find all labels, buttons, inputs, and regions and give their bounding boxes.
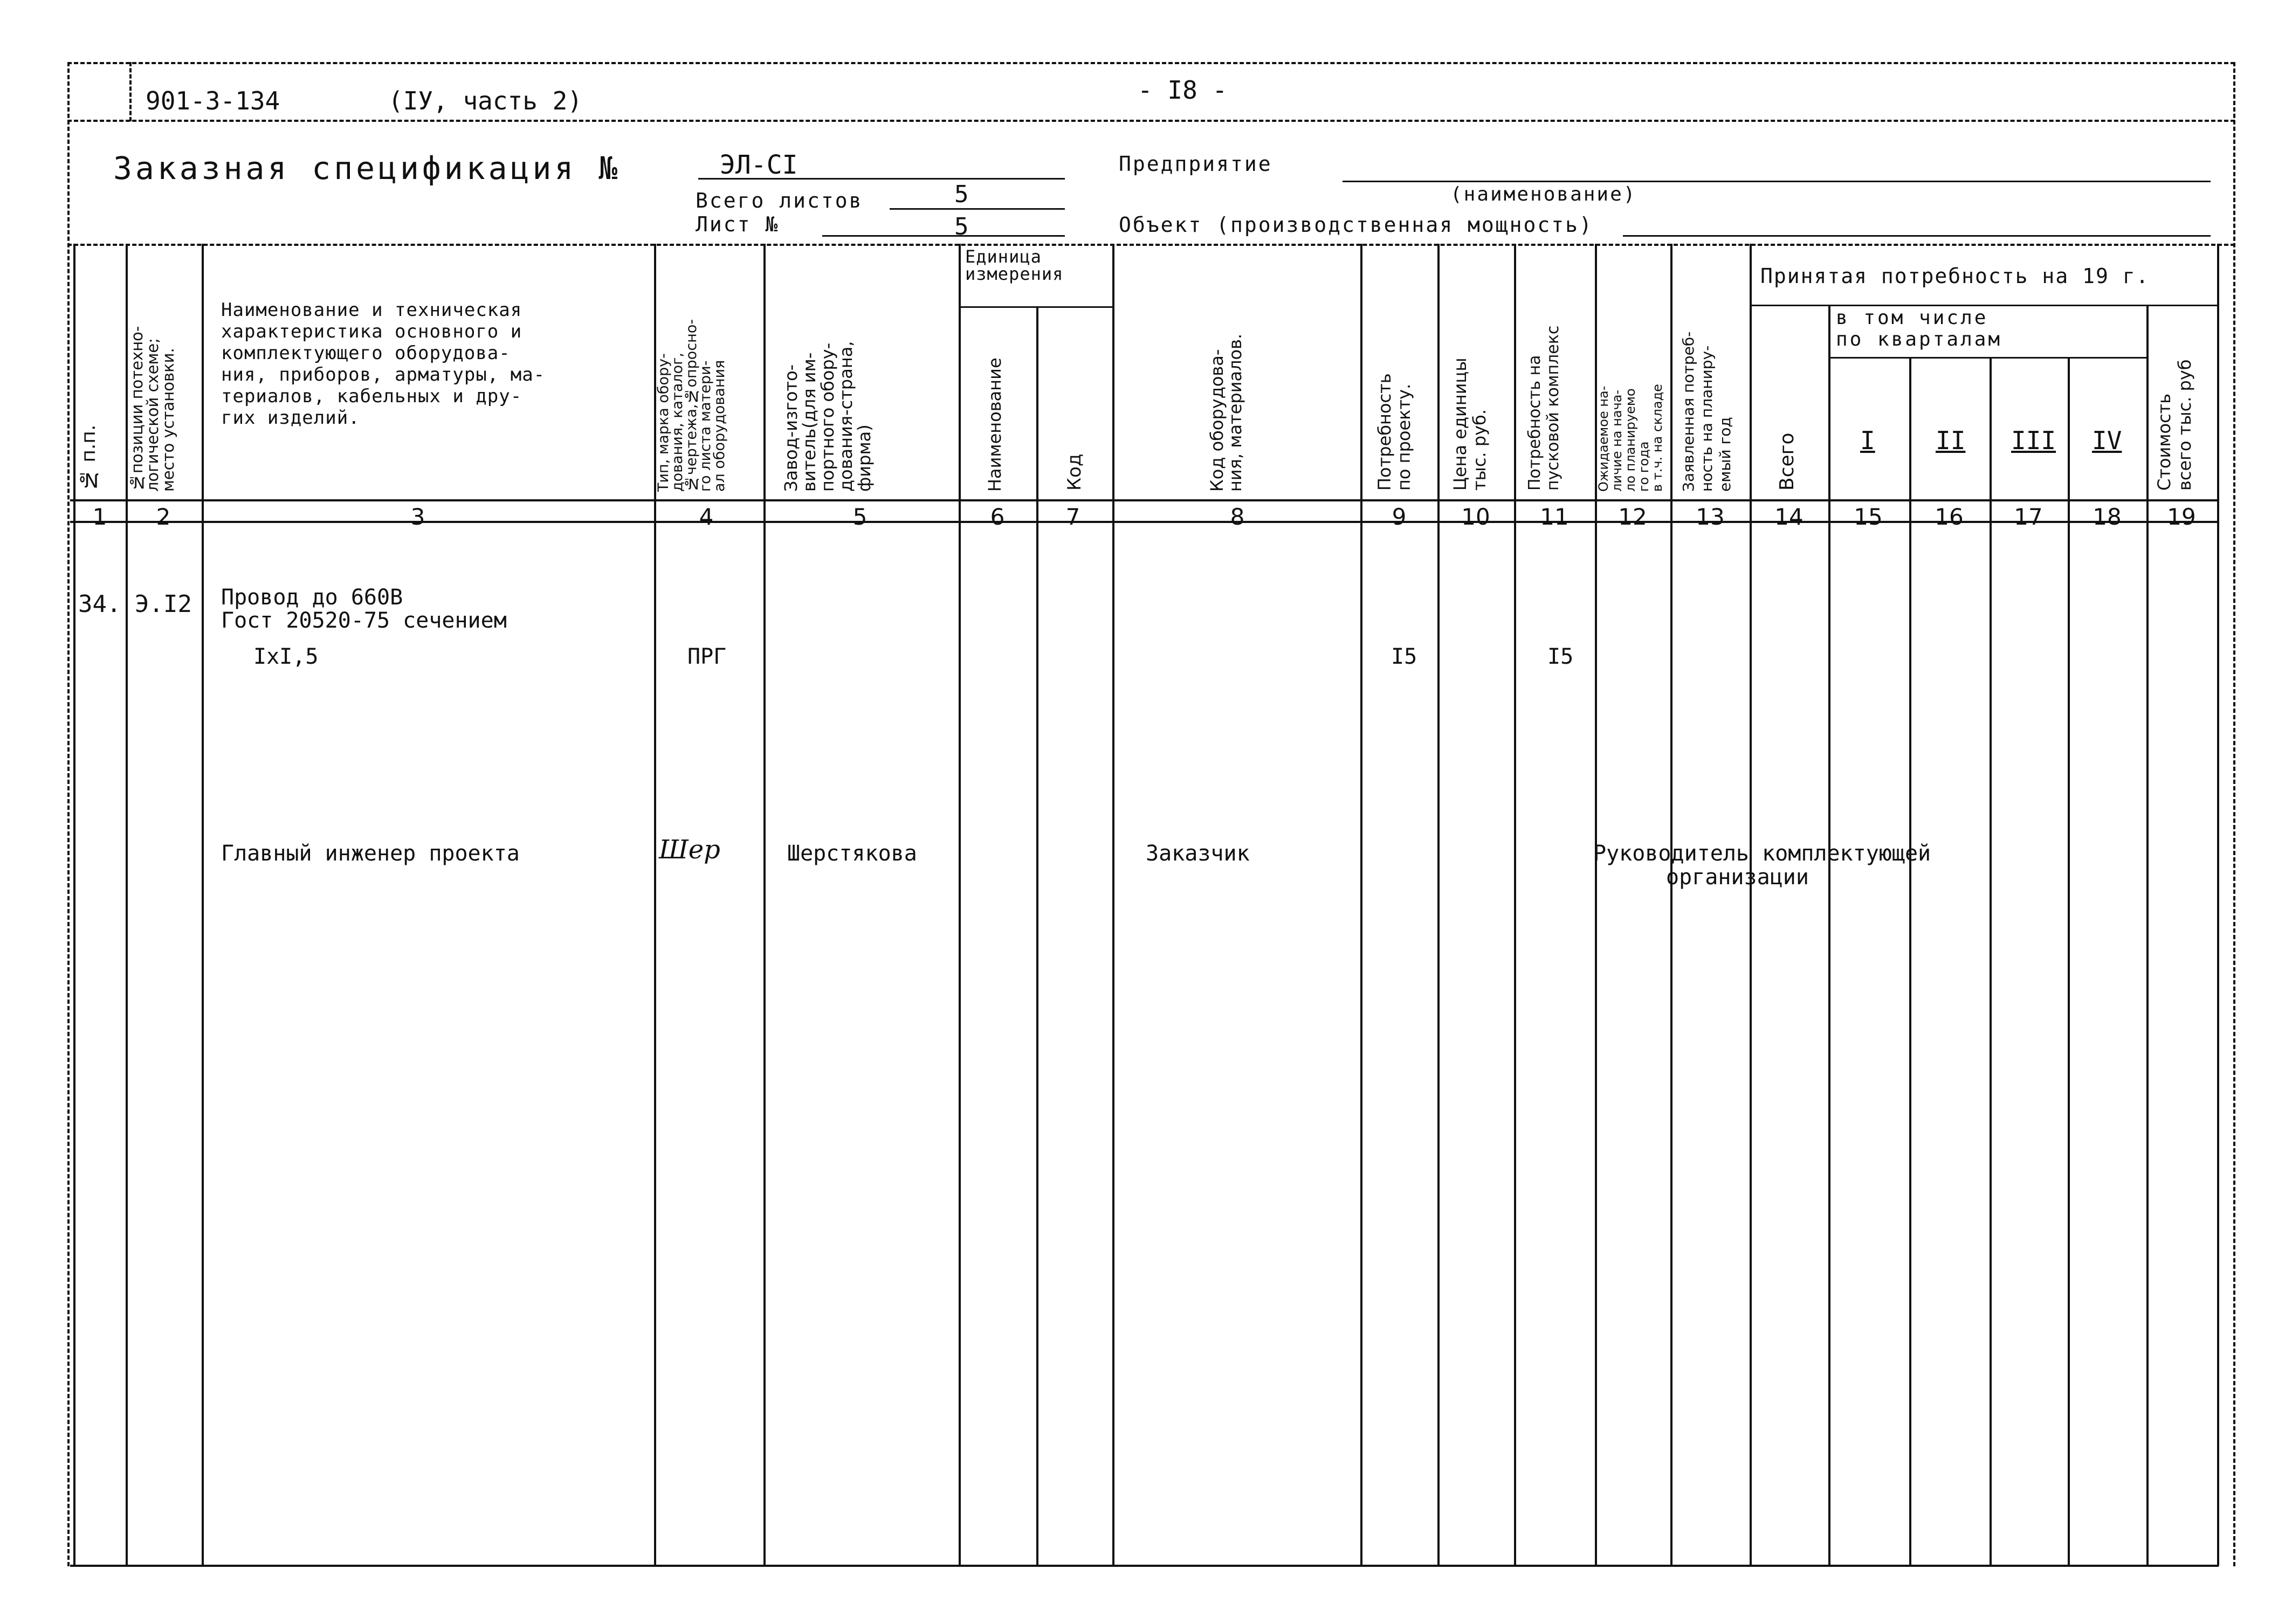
col-15-header: I	[1860, 426, 1875, 455]
col-num-5: 5	[852, 504, 868, 530]
col-line-5	[763, 244, 766, 1566]
quarters-group-header: в том числе по кварталам	[1836, 307, 2002, 350]
row-name-line1: Провод до 660В	[221, 585, 403, 610]
chief-engineer-label: Главный инженер проекта	[221, 841, 520, 866]
col-num-1: 1	[92, 504, 107, 530]
customer-label: Заказчик	[1146, 841, 1250, 866]
col-19-header: Стоимость всего тыс. руб	[2154, 359, 2195, 491]
signature-mark: Шер	[659, 835, 720, 865]
col-line-9	[1360, 244, 1362, 1566]
unit-group-header: Единица измерения	[965, 246, 1064, 284]
col-line-7	[1036, 306, 1038, 1566]
row-position: Э.I2	[135, 590, 192, 618]
frame-top	[67, 62, 2235, 64]
col-line-19	[2146, 305, 2149, 1566]
row-pp: 34.	[78, 590, 121, 618]
col-num-10: 10	[1461, 504, 1490, 530]
col-8-header: Код оборудова- ния, материалов.	[1207, 333, 1245, 492]
row-need-project: I5	[1391, 644, 1417, 669]
spec-title: Заказная спецификация №	[113, 150, 621, 187]
col-5-header: Завод-изгото- витель(для им- портного обору- дования-страна, фирма)	[781, 341, 875, 492]
supplier-head-line2: организации	[1666, 865, 1809, 890]
enterprise-label: Предприятие	[1119, 152, 1272, 176]
col-num-13: 13	[1696, 504, 1725, 530]
col-line-18	[2068, 357, 2070, 1566]
row-name-line2: Гост 20520-75 сечением	[221, 608, 507, 633]
col-num-8: 8	[1230, 504, 1245, 530]
chief-engineer-name: Шерстякова	[787, 841, 917, 866]
col-6-header: Наименование	[985, 357, 1005, 492]
col-17-header: III	[2011, 426, 2056, 455]
col-11-header: Потребность на пусковой комплекс	[1525, 325, 1563, 491]
frame-left	[67, 62, 70, 1566]
col-num-19: 19	[2167, 504, 2196, 530]
supplier-head-line1: Руководитель комплектующей	[1593, 841, 1931, 866]
col-line-1	[73, 244, 75, 1566]
object-underline	[1623, 235, 2211, 237]
object-label: Объект (производственная мощность)	[1119, 213, 1593, 237]
spec-number-underline	[698, 178, 1065, 180]
col-18-header: IV	[2092, 426, 2122, 455]
col-1-header: № п.п.	[78, 424, 100, 491]
row-type: ПРГ	[687, 644, 727, 669]
col-num-9: 9	[1392, 504, 1407, 530]
col-num-17: 17	[2014, 504, 2043, 530]
col-line-15	[1828, 305, 1830, 1566]
col-line-6	[959, 244, 961, 1566]
enterprise-underline	[1343, 181, 2211, 182]
enterprise-hint: (наименование)	[1450, 183, 1637, 205]
col-num-11: 11	[1540, 504, 1569, 530]
col-num-3: 3	[410, 504, 425, 530]
sheet-label: Лист №	[696, 212, 780, 236]
total-sheets-value: 5	[954, 181, 969, 208]
table-bottom	[70, 1565, 2219, 1567]
col-num-15: 15	[1854, 504, 1883, 530]
col-num-12: 12	[1618, 504, 1647, 530]
header-bottom-line	[67, 120, 2235, 122]
row-name-line3: IxI,5	[253, 644, 319, 669]
col-3-header: Наименование и техническая характеристика основного и комплектующего оборудова- ния, приборов, арматуры, ма- териалов, кабельных и дру- гих изделий.	[221, 299, 546, 429]
page-number: - I8 -	[1138, 75, 1228, 105]
col-line-11	[1514, 244, 1516, 1566]
col-14-header: Всего	[1776, 432, 1798, 491]
col-4-header: Тип, марка обору- дования, каталог, №чертежа,№опросно- го листа матери- ал оборудования	[655, 319, 728, 492]
col-16-header: II	[1936, 426, 1966, 455]
row-need-launch: I5	[1547, 644, 1574, 669]
total-sheets-underline	[890, 208, 1065, 210]
col-num-16: 16	[1935, 504, 1964, 530]
col-line-17	[1990, 357, 1992, 1566]
header-numbers-bottom	[70, 521, 2219, 523]
doc-code: 901-3-134	[146, 86, 280, 115]
sheet-underline	[822, 235, 1065, 237]
sheet-value: 5	[954, 213, 969, 240]
col-line-3	[202, 244, 204, 1566]
header-numbers-top	[70, 499, 2219, 501]
total-sheets-label: Всего листов	[696, 189, 863, 212]
col-7-header: Код	[1064, 453, 1085, 491]
col-10-header: Цена единицы тыс. руб.	[1450, 357, 1490, 491]
header-divider	[129, 62, 132, 121]
doc-part: (IУ, часть 2)	[388, 86, 583, 115]
title-block-bottom	[67, 244, 2235, 246]
col-2-header: №позиции потехно- логической схеме; место установки.	[128, 326, 177, 492]
col-num-7: 7	[1065, 504, 1080, 530]
col-num-2: 2	[156, 504, 171, 530]
col-num-18: 18	[2093, 504, 2122, 530]
col-line-10	[1437, 244, 1440, 1566]
col-num-6: 6	[990, 504, 1005, 530]
col-num-4: 4	[699, 504, 714, 530]
col-num-14: 14	[1774, 504, 1804, 530]
col-13-header: Заявленная потреб- ность на планиру- емый год	[1680, 331, 1734, 492]
col-12-header: Ожидаемое на- личие на нача- ло планируемо го года в т.ч. на складе	[1596, 384, 1665, 492]
col-line-8	[1112, 244, 1114, 1566]
table-right	[2217, 244, 2219, 1566]
frame-right	[2233, 62, 2235, 1566]
col-9-header: Потребность по проекту.	[1374, 373, 1414, 491]
col-line-14	[1750, 244, 1752, 1566]
col-line-13	[1670, 244, 1672, 1566]
accepted-group-header: Принятая потребность на 19 г.	[1760, 264, 2150, 288]
col-line-16	[1909, 357, 1911, 1566]
quarters-group-line	[1828, 357, 2146, 359]
spec-number: ЭЛ-CI	[720, 150, 798, 180]
